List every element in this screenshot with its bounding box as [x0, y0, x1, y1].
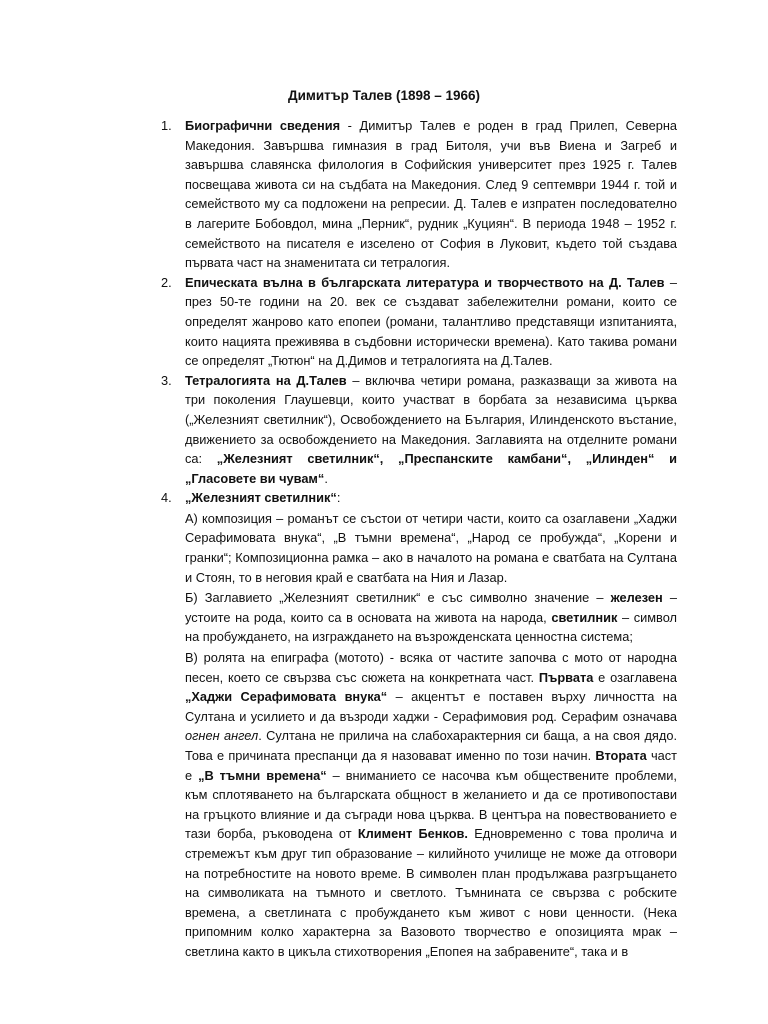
item-heading: Епическата вълна в българската литература и творчеството на Д. Талев — [185, 274, 665, 290]
numbered-list — [155, 116, 677, 962]
item-heading: „Железният светилник“ — [185, 490, 337, 506]
list-item-text: Тетралогията на Д.Талев – включва четири романа, разказващи за живота на три поколения Глаушевци, които участват в борбата за независима църква („Железният светилник“), Освобождението на България, Илинденското въстание, движението за освобождението на Македония. Заглавията на отделните романи са: „Железният светилник“, „Преспанските камбани“, „Илинден“ и „Гласовете ви чувам“. — [185, 372, 677, 486]
document-title: Димитър Талев (1898 – 1966) — [287, 88, 481, 103]
novel-titles: „Железният светилник“, „Преспанските камбани“, „Илинден“ и „Гласовете ви чувам“ — [185, 451, 677, 486]
list-number: 3. — [161, 372, 172, 388]
list-item-tetralogy — [155, 371, 677, 489]
list-number: 4. — [161, 490, 172, 506]
subsection-epigraph: В) ролята на епиграфа (мотото) - всяка от частите започва с мото от народна песен, което се свързва със сюжета на конкретната част. Първата е озаглавена „Хаджи Серафимовата внука“ – акцентът е поставен върху личността на Султана и усилието и да възроди хаджи - Серафимовия род. Серафим означава огнен ангел. Султана не прилича на слабохарактерния си баща, а на своя дядо. Това е причината преспанци да я назовават именно по този начин. Втората част е „В тъмни времена“ – вниманието се насочва към обществените проблеми, към сплотяването на българската общност в желанието и да се противопостави на гръцкото влияние и да съгради нова църква. В центъра на повествованието е тази борба, ръководена от Климент Бенков. Едновременно с това пролича и стремежът към друг тип образование – килийното училище не може да отговори на потребностите на новото време. В символен план продължава разгръщането на символиката на тъмното и светлото. Тъмнината се свързва с робските времена, а светлината с пробуждането към живот с нови ценности. (Нека припомним колко характерна за Вазовото творчество е опозицията мрак – светлина както в цикъла стихотворения „Епопея на забравените“, така и в — [185, 650, 677, 959]
list-item-text: Биографични сведения - Димитър Талев е роден в град Прилеп, Северна Македония. Завършва гимназия в град Битоля, учи във Виена и Загреб и завършва славянска филология в Софийския университет през 1925 г. Талев посвещава живота си на съдбата на Македония. След 9 септември 1944 г. той и семейството му са подложени на репресии. Д. Талев е изпратен последователно в лагерите Бобовдол, мина „Перник“, рудник „Куциян“. В периода 1948 – 1952 г. семейството на писателя е изселено от София в Луковит, където той създава първата част на знаменитата си тетралогия. — [185, 118, 678, 271]
list-item-epic-wave — [155, 273, 677, 371]
item-heading-line: „Железният светилник“: — [185, 490, 341, 506]
list-number: 1. — [161, 118, 172, 133]
list-item-iron-lamp — [155, 488, 677, 961]
subsection-title-meaning: Б) Заглавието „Железният светилник“ е със символно значение – железен – устоите на рода, които са в основата на живота на народа, светилник – символ на пробуждането, на изграждането на възрожденската ценностна система; — [185, 590, 677, 645]
list-item-biography — [155, 116, 677, 273]
list-item-text: Епическата вълна в българската литература и творчеството на Д. Талев – през 50-те години на 20. век се създават забележителни романи, които се определят жанрово като епопеи (романи, талантливо представящи изпитанията, които нацията преживява в съдбовни исторически времена). Като такива романи се определят „Тютюн“ на Д.Димов и тетралогията на Д.Талев. — [185, 274, 677, 369]
item-heading: Тетралогията на Д.Талев — [185, 372, 347, 388]
subsection-composition: А) композиция – романът се състои от четири части, които са озаглавени „Хаджи Серафимовата внука“, „В тъмни времена“, „Народ се пробужда“, „Корени и гранки“; Композиционна рамка – ако в началото на романа е сватбата на Султана и Стоян, то в неговия край е сватбата на Ния и Лазар. — [185, 510, 677, 585]
list-number: 2. — [161, 274, 172, 290]
item-heading: Биографични сведения — [185, 118, 341, 133]
